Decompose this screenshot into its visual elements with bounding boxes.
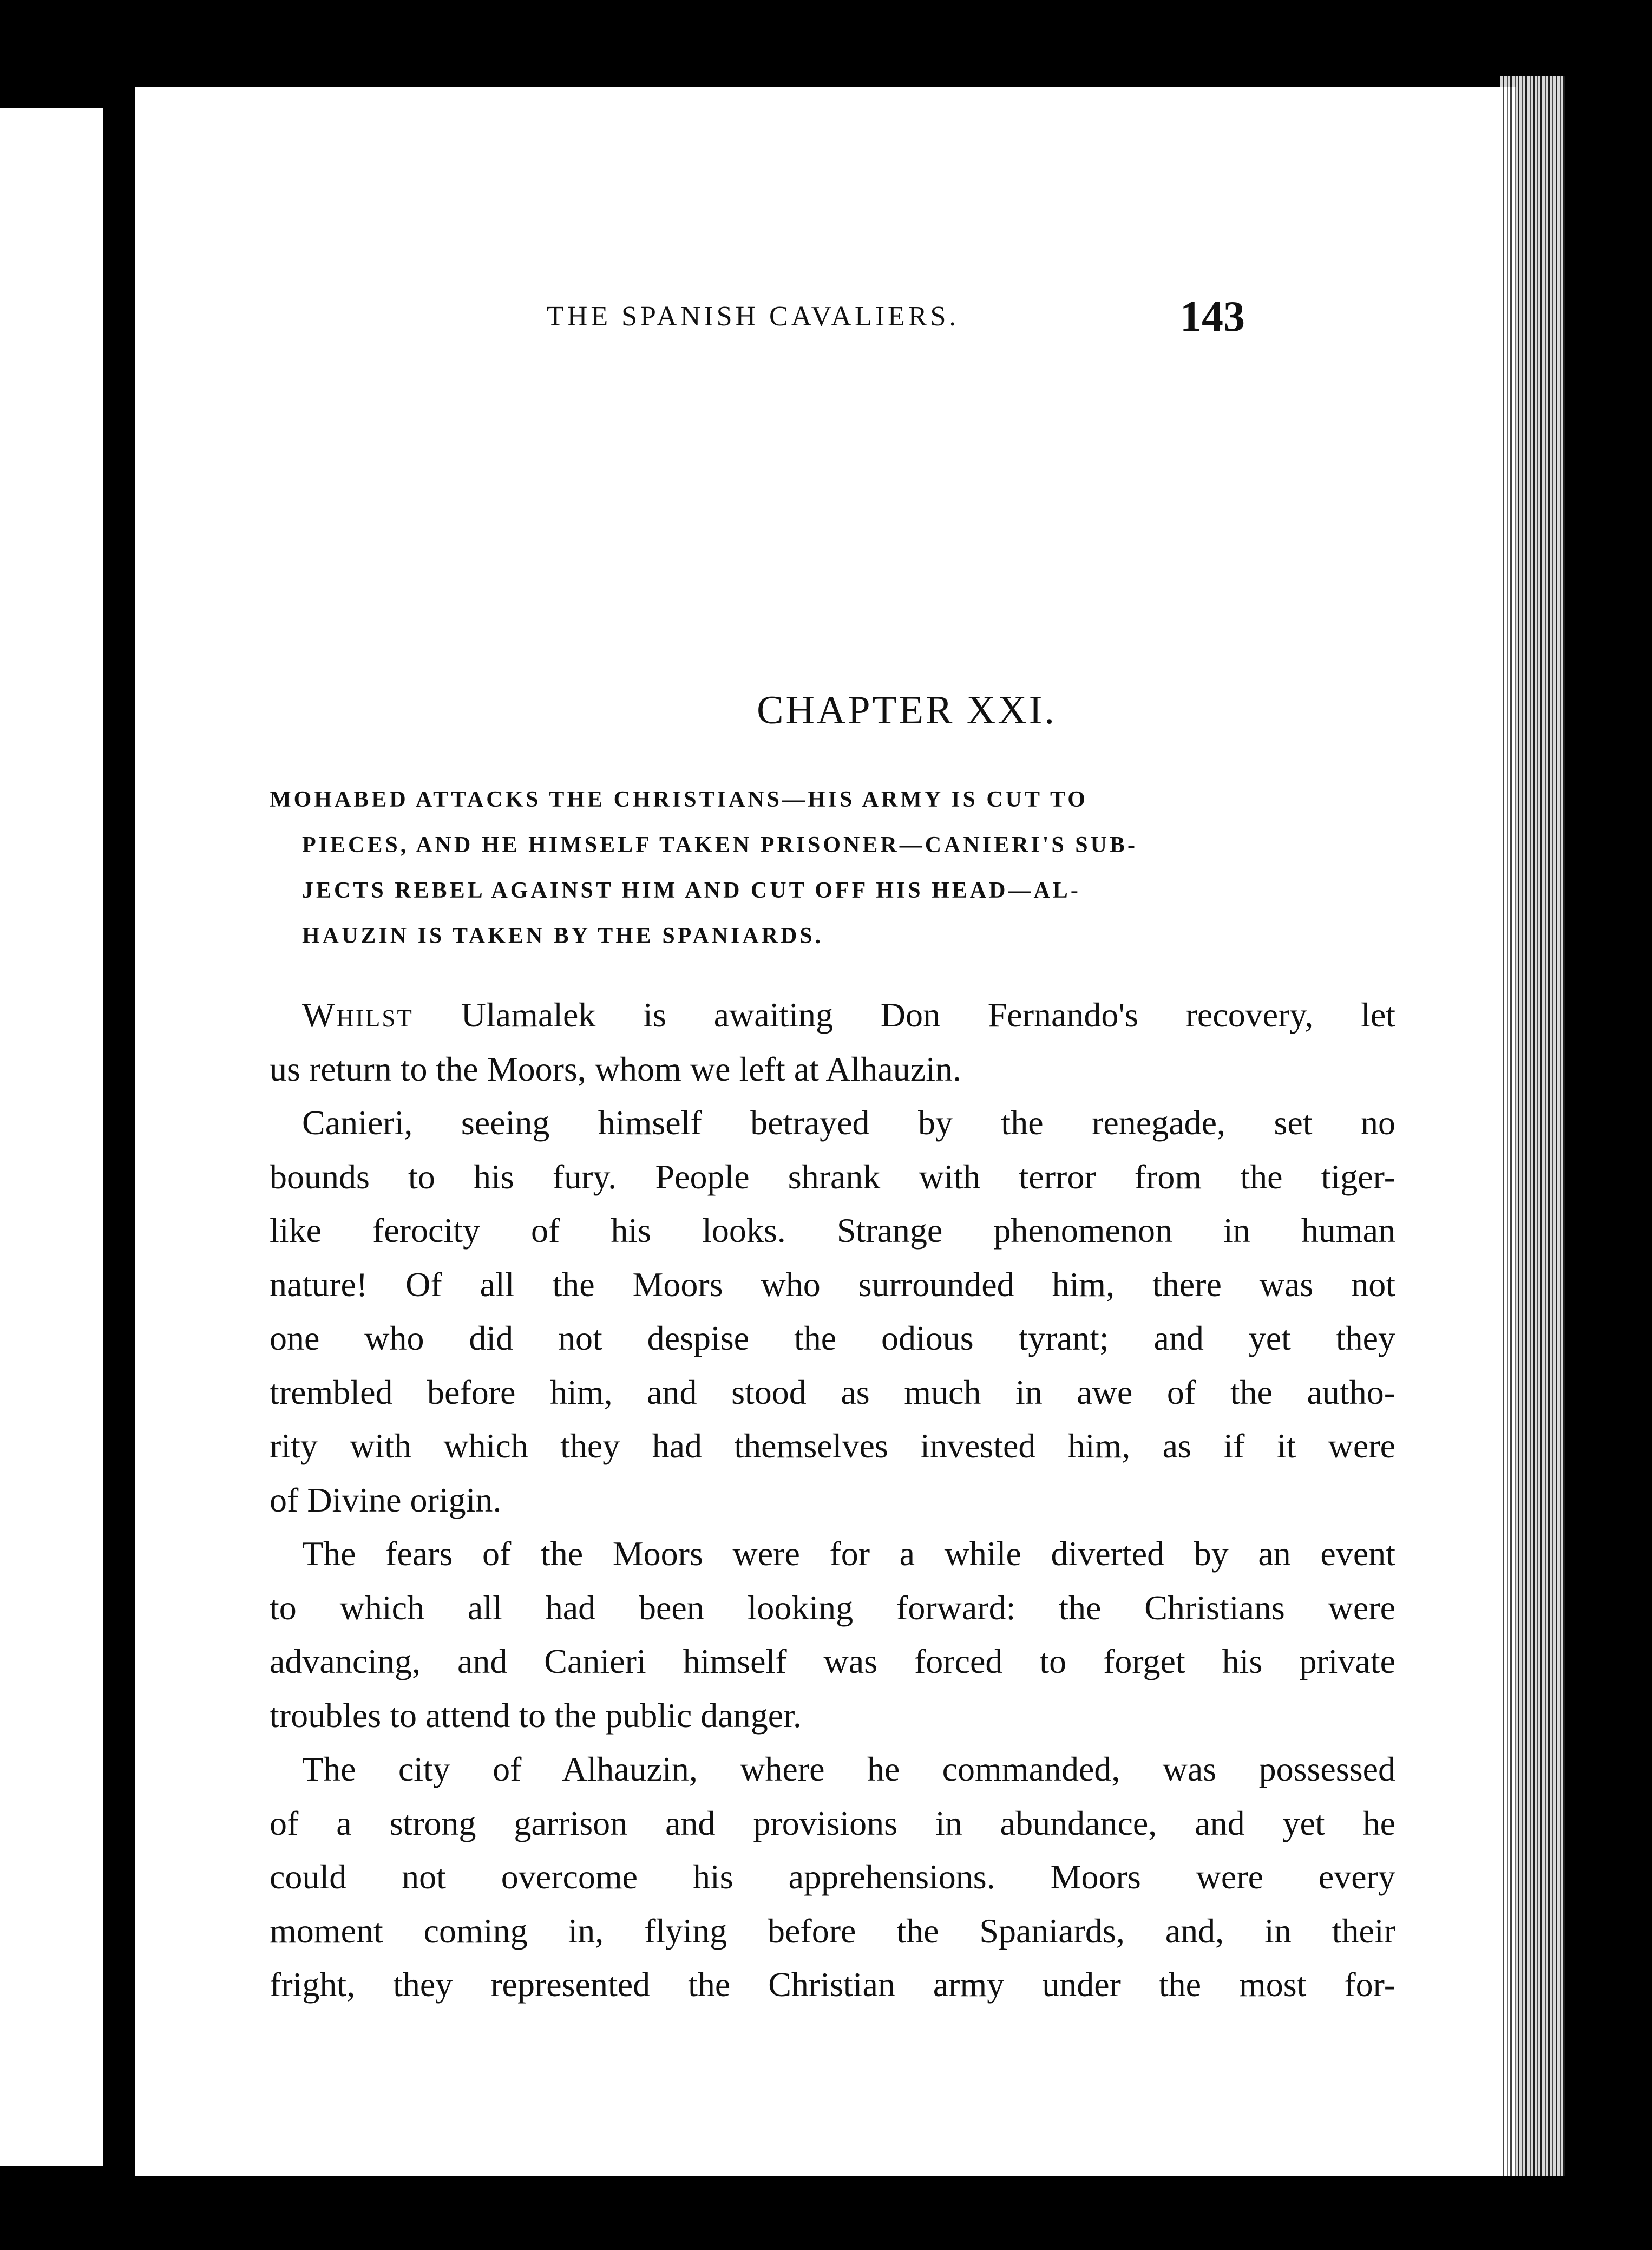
paragraph-3	[270, 1527, 1395, 1742]
running-title: THE SPANISH CAVALIERS.	[547, 301, 960, 332]
page-number: 143	[1180, 293, 1245, 341]
page-edge-stack	[1500, 76, 1565, 2176]
opening-word: Whilst	[302, 996, 414, 1034]
summary-line: HAUZIN IS TAKEN BY THE SPANIARDS.	[302, 924, 824, 949]
text-line: advancing, and Canieri himself was forced to forget his private	[270, 1642, 1395, 1680]
text-line: fright, they represented the Christian army under the most for-	[270, 1965, 1395, 2004]
text-line: moment coming in, flying before the Spaniards, and, in their	[270, 1911, 1395, 1950]
paragraph-4	[270, 1742, 1395, 2012]
summary-line: MOHABED ATTACKS THE CHRISTIANS—HIS ARMY IS CUT TO	[270, 787, 1088, 812]
text-line: of Divine origin.	[270, 1480, 502, 1519]
chapter-summary	[270, 777, 1395, 959]
text-line: rity with which they had themselves invested him, as if it were	[270, 1427, 1395, 1465]
summary-line: PIECES, AND HE HIMSELF TAKEN PRISONER—CANIERI'S SUB-	[302, 833, 1138, 858]
text-line: like ferocity of his looks. Strange phenomenon in human	[270, 1211, 1395, 1250]
text-line-rest: Ulamalek is awaiting Don Fernando's recovery, let	[461, 996, 1396, 1034]
text-line: nature! Of all the Moors who surrounded him, there was not	[270, 1265, 1395, 1304]
body-text	[270, 988, 1395, 2012]
text-line: to which all had been looking forward: the Christians were	[270, 1588, 1395, 1627]
text-line: The city of Alhauzin, where he commanded, was possessed	[302, 1750, 1395, 1788]
text-line: trembled before him, and stood as much in awe of the autho-	[270, 1372, 1395, 1411]
text-line: of a strong garrison and provisions in abundance, and yet he	[270, 1803, 1395, 1842]
text-line: The fears of the Moors were for a while diverted by an event	[302, 1534, 1395, 1573]
book-page	[135, 87, 1516, 2176]
chapter-title: CHAPTER XXI.	[757, 688, 1057, 732]
text-line: Canieri, seeing himself betrayed by the renegade, set no	[302, 1103, 1395, 1142]
running-head	[135, 287, 1516, 346]
paragraph-1	[270, 988, 1395, 1096]
text-line: us return to the Moors, whom we left at Alhauzin.	[270, 1049, 961, 1088]
text-line: one who did not despise the odious tyrant; and yet they	[270, 1319, 1395, 1357]
text-line: bounds to his fury. People shrank with terror from the tiger-	[270, 1157, 1395, 1196]
summary-line: JECTS REBEL AGAINST HIM AND CUT OFF HIS HEAD—AL-	[302, 878, 1081, 903]
text-line: troubles to attend to the public danger.	[270, 1696, 802, 1735]
facing-page-margin	[0, 108, 103, 2166]
paragraph-2	[270, 1096, 1395, 1527]
text-line: could not overcome his apprehensions. Moors were every	[270, 1857, 1395, 1896]
text-line	[270, 988, 1395, 1042]
